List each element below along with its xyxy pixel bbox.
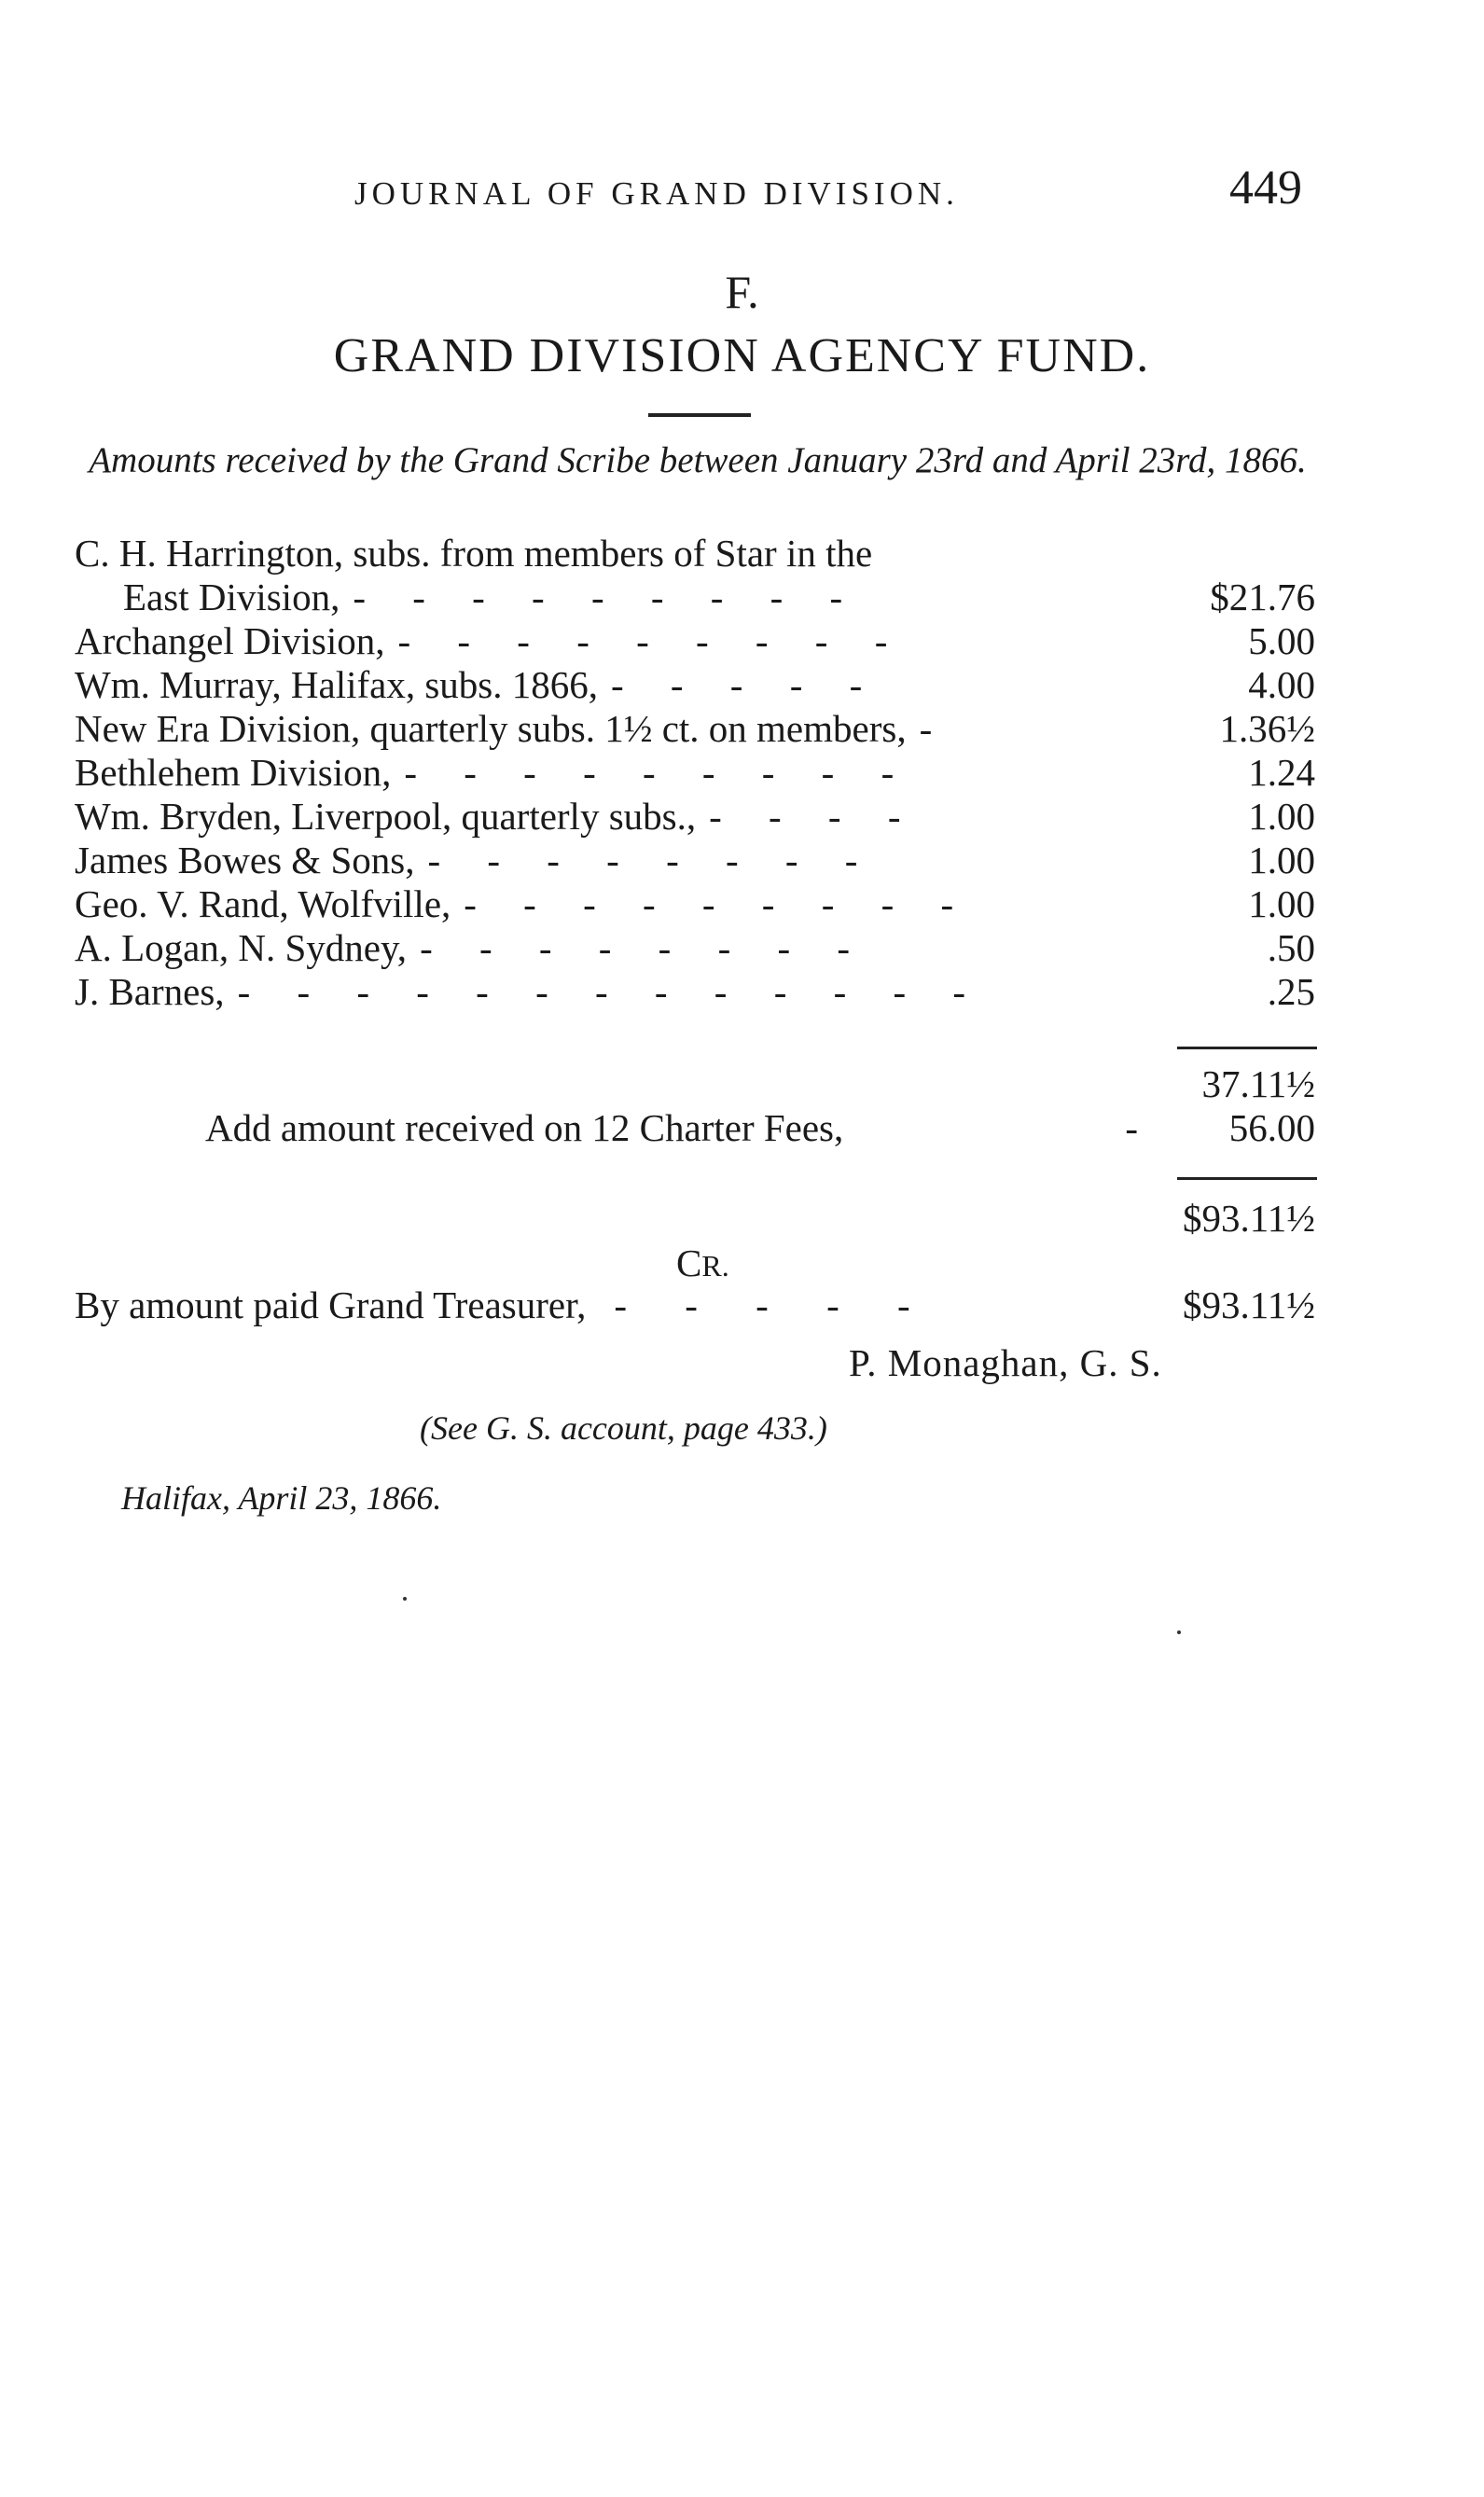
- credit-heading-cap: C: [676, 1242, 702, 1284]
- entry-row: [75, 970, 1325, 1014]
- entry-label: Archangel Division,: [75, 619, 385, 662]
- entry-row: [75, 839, 1325, 882]
- entry-amount: $21.76: [1210, 576, 1315, 618]
- subtotal-amount: 37.11½: [1201, 1062, 1315, 1105]
- entry-amount: 1.00: [1248, 839, 1315, 881]
- subtotal-rule: [1177, 1047, 1317, 1049]
- credit-heading: [676, 1241, 729, 1285]
- credit-amount: $93.11½: [1183, 1283, 1315, 1326]
- entry-row: [75, 795, 1325, 839]
- entry-label: J. Barnes,: [75, 970, 225, 1013]
- entry-leader: -: [919, 707, 951, 750]
- charter-fees-label: Add amount received on 12 Charter Fees,: [205, 1106, 844, 1149]
- entry-amount: 1.36½: [1219, 707, 1315, 750]
- entry-label: Geo. V. Rand, Wolfville,: [75, 882, 451, 925]
- entry-leader: - - - - - - - -: [427, 839, 877, 881]
- entries-list: [75, 532, 1325, 1014]
- see-note: (See G. S. account, page 433.): [420, 1409, 827, 1447]
- entry-leader: - - - - - - - -: [420, 926, 869, 969]
- entry-row: [75, 707, 1325, 751]
- entry-label: Wm. Murray, Halifax, subs. 1866,: [75, 663, 598, 706]
- entry-label: Wm. Bryden, Liverpool, quarterly subs.,: [75, 795, 697, 838]
- entry-leader: - - - - - - - - -: [404, 751, 913, 794]
- place-date: Halifax, April 23, 1866.: [121, 1479, 442, 1517]
- charter-fees-amount: 56.00: [1228, 1106, 1315, 1149]
- entry-row: [75, 926, 1325, 970]
- total-rule: [1177, 1177, 1317, 1180]
- entry-amount: .50: [1267, 926, 1315, 969]
- entry-amount: 1.24: [1248, 751, 1315, 794]
- page-number: 449: [1229, 161, 1302, 215]
- entry-row: [75, 663, 1325, 707]
- credit-label: By amount paid Grand Treasurer,: [75, 1283, 587, 1326]
- entry-leader: - - - -: [709, 795, 920, 838]
- intro-text: Amounts received by the Grand Scribe between January 23rd and April 23rd, 1866.: [89, 440, 1307, 480]
- entry-leader: - - - - - - - - - - - - -: [237, 970, 985, 1013]
- title-rule: [648, 413, 751, 417]
- entry-amount: 1.00: [1248, 882, 1315, 925]
- entry-row: [75, 882, 1325, 926]
- entry-row: [75, 532, 1325, 576]
- section-letter: F.: [725, 266, 759, 318]
- section-title: GRAND DIVISION AGENCY FUND.: [333, 329, 1151, 382]
- entry-row: [75, 619, 1325, 663]
- entry-leader: - - - - -: [611, 663, 881, 706]
- speck: [403, 1597, 407, 1601]
- entry-amount: [1175, 532, 1325, 576]
- entry-leader: [872, 532, 1175, 576]
- entry-label: New Era Division, quarterly subs. 1½ ct. on members,: [75, 707, 907, 750]
- entry-amount: 1.00: [1248, 795, 1315, 838]
- entry-label: Bethlehem Division,: [75, 751, 392, 794]
- entry-leader: - - - - - - - - -: [464, 882, 973, 925]
- total-amount: $93.11½: [1183, 1197, 1315, 1240]
- signature: P. Monaghan, G. S.: [849, 1341, 1162, 1384]
- entry-label: James Bowes & Sons,: [75, 839, 415, 881]
- credit-heading-small: R.: [701, 1249, 729, 1283]
- charter-fees-leader: -: [1125, 1106, 1138, 1149]
- credit-leader: - - - - -: [614, 1283, 935, 1326]
- entry-row: [75, 751, 1325, 795]
- entry-amount: 5.00: [1248, 619, 1315, 662]
- speck: [1177, 1630, 1181, 1634]
- running-head: JOURNAL OF GRAND DIVISION.: [354, 175, 959, 212]
- entry-leader: - - - - - - - - -: [397, 619, 907, 662]
- entry-label: A. Logan, N. Sydney,: [75, 926, 408, 969]
- charter-fees-row: [205, 1105, 1325, 1150]
- entry-leader: - - - - - - - - -: [353, 576, 862, 618]
- entry-row: [75, 576, 1325, 619]
- entry-label: East Division,: [123, 576, 340, 618]
- entry-label: C. H. Harrington, subs. from members of Star in the: [75, 532, 873, 575]
- entry-amount: .25: [1267, 970, 1315, 1013]
- credit-row: [75, 1283, 1325, 1327]
- entry-amount: 4.00: [1248, 663, 1315, 706]
